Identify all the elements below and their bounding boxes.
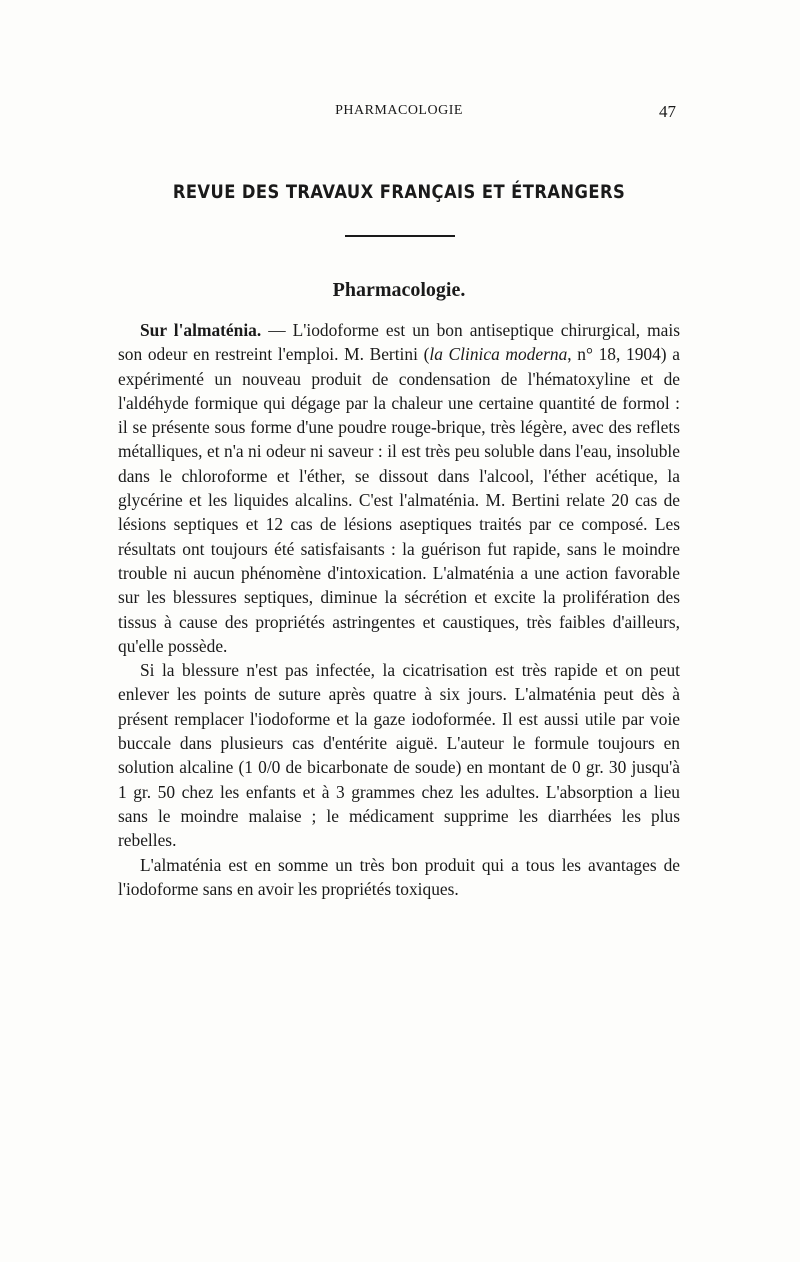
journal-citation: la Clinica moderna (429, 344, 568, 365)
page-number: 47 (659, 102, 676, 121)
section-title: REVUE DES TRAVAUX FRANÇAIS ET ÉTRANGERS (172, 181, 626, 203)
paragraph-2: Si la blessure n'est pas infectée, la cicatrisation est très rapide et on peut enlever les points de suture après quatre à six jours. L'almaténia peut dès à présent remplacer l'iodoforme et la gaze iodoformée. Il est aussi utile par voie buccale dans plusieurs cas d'entérite aiguë. L'auteur le formule toujours en solution alcaline (1 0/0 de bicarbonate de soude) en montant de 0 gr. 30 jusqu'à 1 gr. 50 chez les enfants et à 3 grammes chez les adultes. L'absorption a lieu sans le moindre malaise ; le médicament supprime les diarrhées les plus rebelles. (118, 660, 680, 851)
article-body (118, 318, 680, 901)
paragraph-1-text-a: — L'iodoforme est un bon antiseptique chirurgical, mais son odeur en restreint l'emploi. M. Bertini ( (118, 320, 680, 365)
paragraph-3: L'almaténia est en somme un très bon produit qui a tous les avantages de l'iodoforme sans en avoir les propriétés toxiques. (118, 854, 680, 899)
subsection-title: Pharmacologie. (332, 279, 466, 301)
running-header (118, 103, 680, 125)
title-divider (345, 235, 455, 237)
paragraph-1 (118, 318, 680, 658)
paragraph-1-text-b: , n° 18, 1904) a expérimenté un nouveau produit de condensation de l'hématoxyline et de l'aldéhyde formique qui dégage par la chaleur une certaine quantité de formol : il se présente sous forme d'une poudre rouge-brique, très légère, avec des reflets métalliques, et n'a ni odeur ni saveur : il est très peu soluble dans l'eau, insoluble dans le chloroforme et l'éther, se dissout dans l'alcool, l'éther acétique, la glycérine et les liquides alcalins. C'est l'almaténia. M. Bertini relate 20 cas de lésions septiques et 12 cas de lésions aseptiques traités par ce composé. Les résultats ont toujours été satisfaisants : la guérison fut rapide, sans le moindre trouble ni aucun phénomène d'intoxication. L'almaténia a une action favorable sur les blessures septiques, diminue la sécrétion et excite la prolifération des tissus à cause des propriétés astringentes et caustiques, très faibles d'ailleurs, qu'elle possède. (118, 344, 680, 656)
article-lead: Sur l'almaténia. (140, 320, 262, 340)
running-title: PHARMACOLOGIE (335, 103, 463, 118)
